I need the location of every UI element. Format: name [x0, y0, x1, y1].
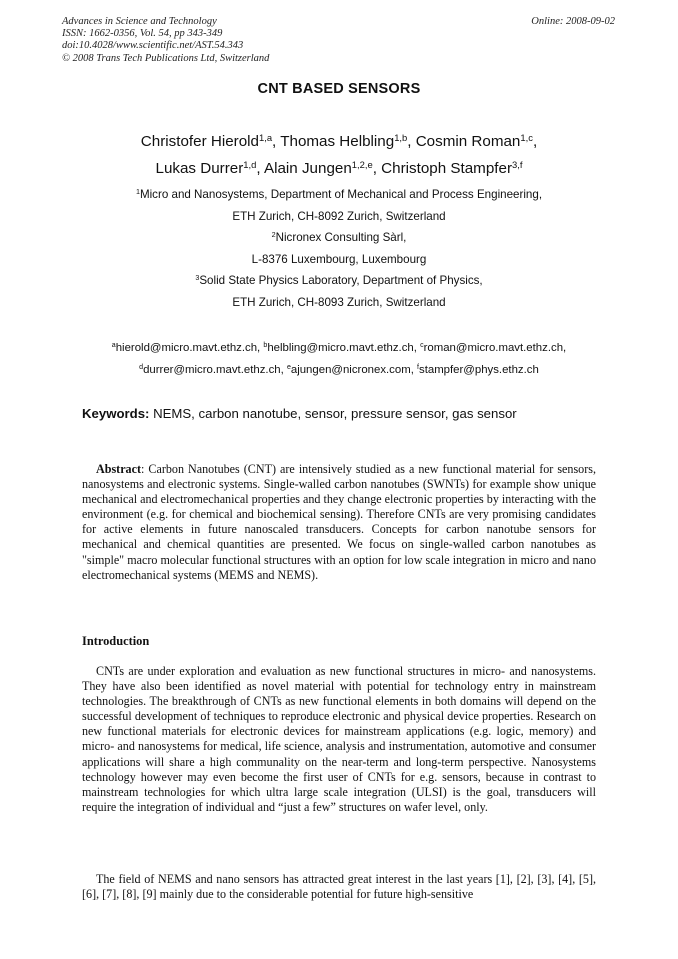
introduction-body-continued	[82, 872, 596, 902]
paragraph: CNTs are under exploration and evaluation as new functional structures in micro- and nanosystems. They have also been identified as novel material with potential for technology entry in mainstream technologies. The breakthrough of CNTs as new functional elements in both domains will depend on the successful development of techniques to reproduce electronic and physical device properties. Research on new functional materials for electronic devices for mainstream applications (e.g. logic, memory) and micro- and nanosystems for medical, life science, analysis and instrumentation, automotive and consumer applications will share a high communality on the near-term and long-term perspective. Nanosystems technology however may even become the first user of CNTs for e.g. sensors, because in contrast to mainstream technologies for which ultra large scale integration (ULSI) is the goal, transducers will require the integration of individual and “just a few” structures on wafer level, only.	[82, 664, 596, 814]
abstract-text: : Carbon Nanotubes (CNT) are intensively studied as a new functional material for sensors, nanosystems and electronic systems. Single-walled carbon nanotubes (SWNTs) for example show unique mechanical and electromechanical properties and they change electronic properties by interacting with the environment (e.g. for chemical and biochemical sensing). Therefore CNTs are very promising candidates for active elements in future nanoscaled transducers. Concepts for carbon nanotube sensors for mechanical and chemical quantities are presented. We focus on single-walled carbon nanotubes as "simple" macro molecular functional structures with an option for low scale integration in micro and nano electromechanical systems (MEMS and NEMS).	[82, 462, 596, 582]
email-address: durrer@micro.mavt.ethz.ch,	[143, 363, 287, 376]
author-affiliation-marker: 1,a	[258, 131, 273, 143]
email-address: ajungen@nicronex.com,	[290, 363, 418, 376]
author-name: Lukas Durrer	[155, 160, 244, 177]
paper-title: CNT BASED SENSORS	[257, 81, 421, 97]
affiliation-line	[0, 184, 678, 206]
keywords-label: Keywords:	[82, 406, 150, 421]
email-line-1	[0, 338, 678, 360]
affiliation-text: Micro and Nanosystems, Department of Mechanical and Process Engineering,	[139, 188, 543, 201]
email-line-2	[0, 360, 678, 382]
email-marker: d	[139, 363, 144, 371]
affiliation-marker: 1	[135, 187, 140, 197]
journal-header	[62, 16, 269, 65]
author-separator: ,	[532, 133, 538, 150]
author-affiliation-marker: 3,f	[512, 158, 523, 170]
author-separator: ,	[256, 160, 264, 177]
section-heading-introduction: Introduction	[82, 634, 150, 648]
issn-line: ISSN: 1662-0356, Vol. 54, pp 343-349	[62, 28, 223, 40]
email-address: stampfer@phys.ethz.ch	[419, 363, 539, 376]
email-marker: a	[111, 342, 116, 350]
email-marker: b	[263, 342, 268, 350]
author-name: Cosmin Roman	[415, 133, 521, 150]
introduction-body	[82, 664, 596, 815]
author-affiliation-marker: 1,d	[243, 158, 257, 170]
affiliation-line	[0, 227, 678, 249]
doi-line: doi:10.4028/www.scientific.net/AST.54.343	[62, 40, 244, 52]
author-list	[0, 128, 678, 182]
author-name: Alain Jungen	[263, 160, 352, 177]
affiliation-line	[0, 270, 678, 292]
author-name: Christoph Stampfer	[381, 160, 513, 177]
author-emails	[0, 338, 678, 381]
affiliations	[0, 184, 678, 314]
email-address: helbling@micro.mavt.ethz.ch,	[267, 342, 421, 354]
author-affiliation-marker: 1,2,e	[351, 158, 373, 170]
author-name: Christofer Hierold	[140, 133, 259, 150]
affiliation-line: ETH Zurich, CH-8092 Zurich, Switzerland	[232, 209, 446, 223]
author-separator: ,	[407, 133, 416, 150]
journal-name: Advances in Science and Technology	[62, 16, 217, 27]
email-marker: f	[417, 363, 419, 371]
affiliation-line: ETH Zurich, CH-8093 Zurich, Switzerland	[232, 295, 446, 309]
affiliation-text: Solid State Physics Laboratory, Department of Physics,	[199, 274, 483, 288]
online-date: Online: 2008-09-02	[531, 16, 615, 27]
author-name: Thomas Helbling	[280, 133, 395, 150]
author-separator: ,	[372, 160, 382, 177]
author-line-2	[0, 155, 678, 182]
author-affiliation-marker: 1,b	[394, 131, 408, 143]
author-separator: ,	[272, 133, 281, 150]
paragraph: The field of NEMS and nano sensors has attracted great interest in the last years [1], [2], [3], [4], [5], [6], [7], [8], [9] mainly due to the considerable potential for future high-sensitive	[82, 872, 596, 902]
affiliation-marker: 2	[271, 230, 276, 240]
email-marker: e	[286, 363, 291, 371]
email-marker: c	[420, 342, 424, 350]
abstract	[82, 462, 596, 583]
affiliation-text: Nicronex Consulting Sàrl,	[275, 231, 407, 245]
affiliation-line: L-8376 Luxembourg, Luxembourg	[251, 252, 427, 266]
author-line-1	[0, 128, 678, 155]
copyright-line: © 2008 Trans Tech Publications Ltd, Switzerland	[62, 52, 270, 64]
email-address: roman@micro.mavt.ethz.ch,	[423, 342, 567, 354]
keywords	[82, 406, 517, 421]
abstract-paragraph	[82, 462, 596, 583]
email-address: hierold@micro.mavt.ethz.ch,	[115, 342, 264, 354]
affiliation-marker: 3	[195, 273, 200, 283]
author-affiliation-marker: 1,c	[520, 131, 533, 143]
abstract-label: Abstract	[96, 462, 142, 476]
keywords-text: NEMS, carbon nanotube, sensor, pressure sensor, gas sensor	[149, 406, 517, 421]
